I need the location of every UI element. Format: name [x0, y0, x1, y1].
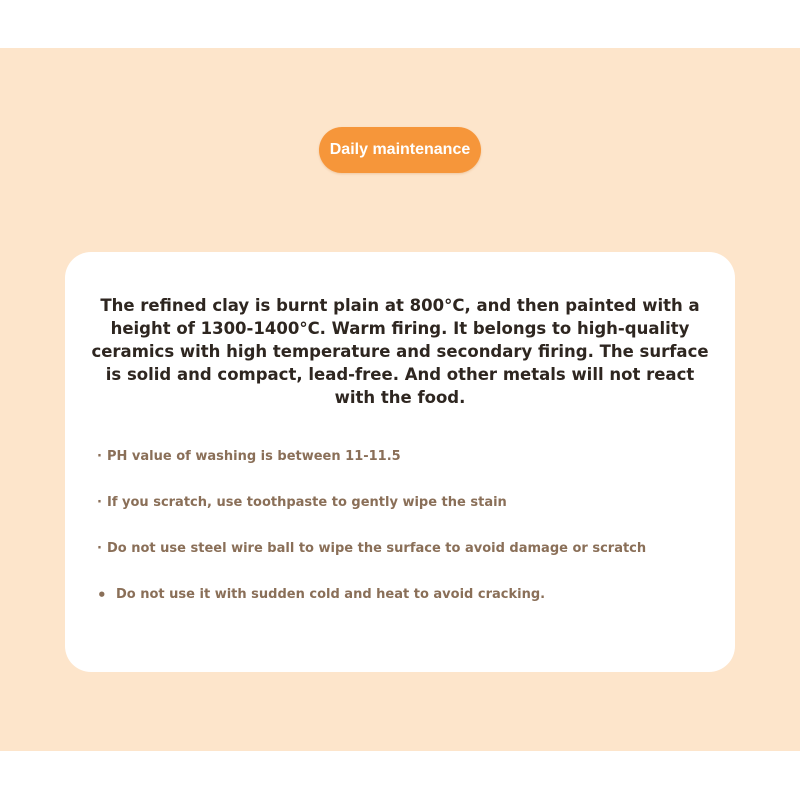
tip-text: If you scratch, use toothpaste to gently wipe the stain	[107, 495, 507, 510]
tip-item-ph	[97, 448, 717, 494]
tip-item-temperature	[97, 586, 717, 632]
bullet-icon: ·	[97, 449, 102, 464]
tip-text: Do not use it with sudden cold and heat to avoid cracking.	[116, 587, 546, 602]
bullet-icon: •	[97, 586, 107, 604]
daily-maintenance-badge: Daily maintenance	[319, 127, 481, 173]
info-card	[65, 252, 735, 672]
bullet-icon: ·	[97, 495, 102, 510]
bullet-icon: ·	[97, 541, 102, 556]
maintenance-panel	[0, 48, 800, 751]
material-description: The refined clay is burnt plain at 800°C, and then painted with a height of 1300-1400°C. Warm firing. It belongs to high-quality ceramics with high temperature and secondary firing. The surface is solid and compact, lead-free. And other metals will not react with the food.	[91, 296, 709, 407]
tip-item-scratch	[97, 494, 717, 540]
maintenance-tips-list	[97, 448, 717, 632]
tip-item-steel-wire	[97, 540, 717, 586]
tip-text: PH value of washing is between 11-11.5	[107, 449, 401, 464]
tip-text: Do not use steel wire ball to wipe the surface to avoid damage or scratch	[107, 541, 647, 556]
